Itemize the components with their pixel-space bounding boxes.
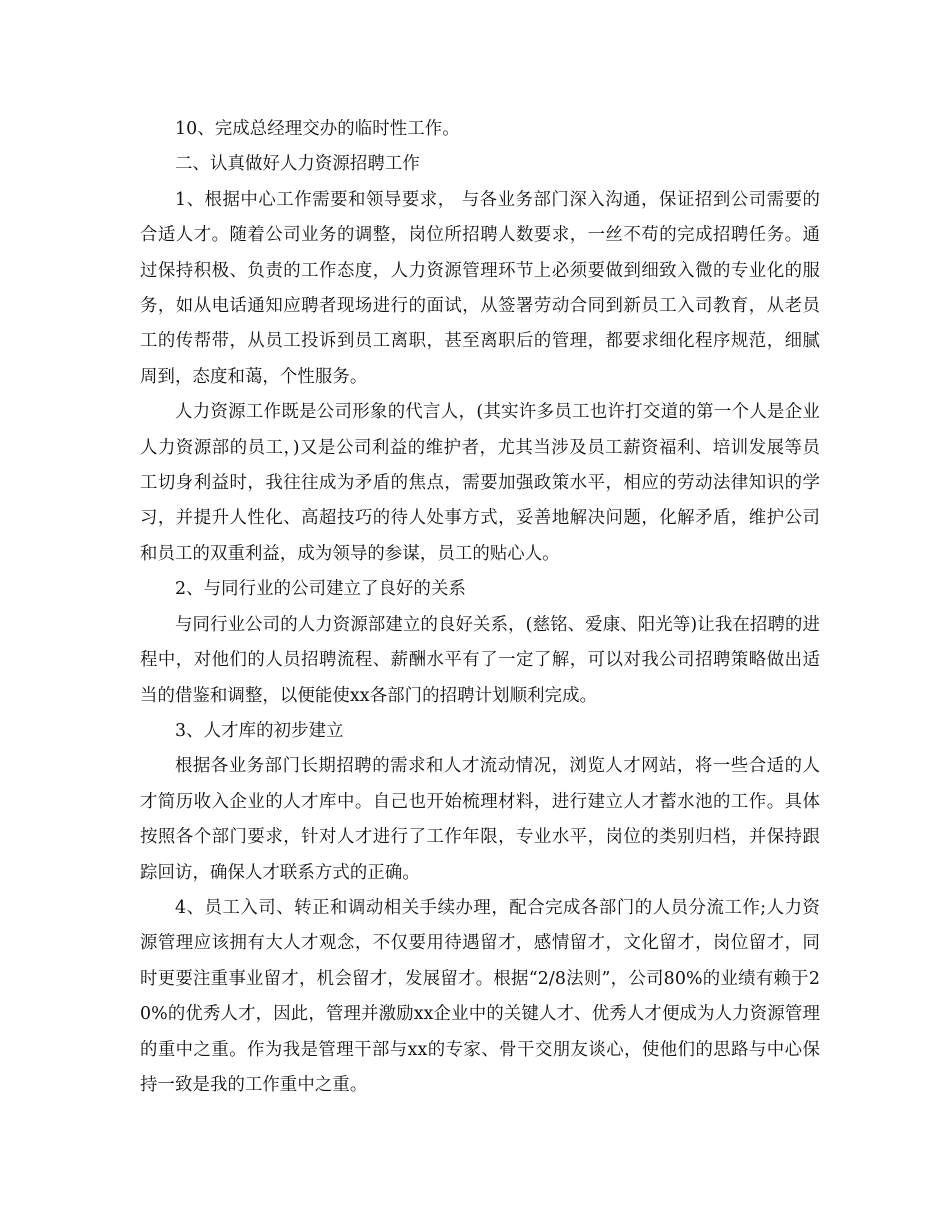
subheading-talent-pool: 3、人才库的初步建立 xyxy=(175,720,344,741)
paragraph-item-10-temporary-work: 10、完成总经理交办的临时性工作。 xyxy=(175,119,460,139)
subheading-industry-relations: 2、与同行业的公司建立了良好的关系 xyxy=(175,579,467,600)
paragraph-industry-relations: 与同行业公司的人力资源部建立的良好关系，(慈铭、爱康、阳光等)让我在招聘的进程中，对他们的人员招聘流程、薪酬水平有了一定了解，可以对我公司招聘策略做出适当的借鉴和调整，以便能使xx各部门的招聘计划顺利完成。 xyxy=(140,614,820,706)
paragraph-hr-spokesperson: 人力资源工作既是公司形象的代言人，(其实许多员工也许打交道的第一个人是企业人力资源部的员工，)又是公司利益的维护者，尤其当涉及员工薪资福利、培训发展等员工切身利益时，我往往成为矛盾的焦点，需要加强政策水平，相应的劳动法律知识的学习，并提升人性化、高超技巧的待人处事方式，妥善地解决问题，化解矛盾，维护公司和员工的双重利益，成为领导的参谋，员工的贴心人。 xyxy=(140,402,820,564)
paragraph-recruitment-needs: 1、根据中心工作需要和领导要求， 与各业务部门深入沟通，保证招到公司需要的合适人才。随着公司业务的调整，岗位所招聘人数要求，一丝不苟的完成招聘任务。通过保持积极、负责的工作态度，人力资源管理环节上必须要做到细致入微的专业化的服务，如从电话通知应聘者现场进行的面试，从签署劳动合同到新员工入司教育，从老员工的传帮带，从员工投诉到员工离职，甚至离职后的管理，都要求细化程序规范，细腻周到，态度和蔼，个性服务。 xyxy=(140,189,820,387)
paragraph-talent-pool: 根据各业务部门长期招聘的需求和人才流动情况，浏览人才网站，将一些合适的人才简历收入企业的人才库中。自己也开始梳理材料，进行建立人才蓄水池的工作。具体按照各个部门要求，针对人才进行了工作年限，专业水平，岗位的类别归档，并保持跟踪回访，确保人才联系方式的正确。 xyxy=(140,756,820,883)
paragraph-onboarding-retention: 4、员工入司、转正和调动相关手续办理，配合完成各部门的人员分流工作;人力资源管理应该拥有大人才观念，不仅要用待遇留才，感情留才，文化留才，岗位留才，同时更要注重事业留才，机会留才，发展留才。根据“2/8法则”，公司80%的业绩有赖于20%的优秀人才，因此，管理并激励xx企业中的关键人才、优秀人才便成为人力资源管理的重中之重。作为我是管理干部与xx的专家、骨干交朋友谈心，使他们的思路与中心保持一致是我的工作重中之重。 xyxy=(140,897,820,1095)
document-body xyxy=(140,112,820,1103)
section-heading-recruitment: 二、认真做好人力资源招聘工作 xyxy=(175,154,420,175)
